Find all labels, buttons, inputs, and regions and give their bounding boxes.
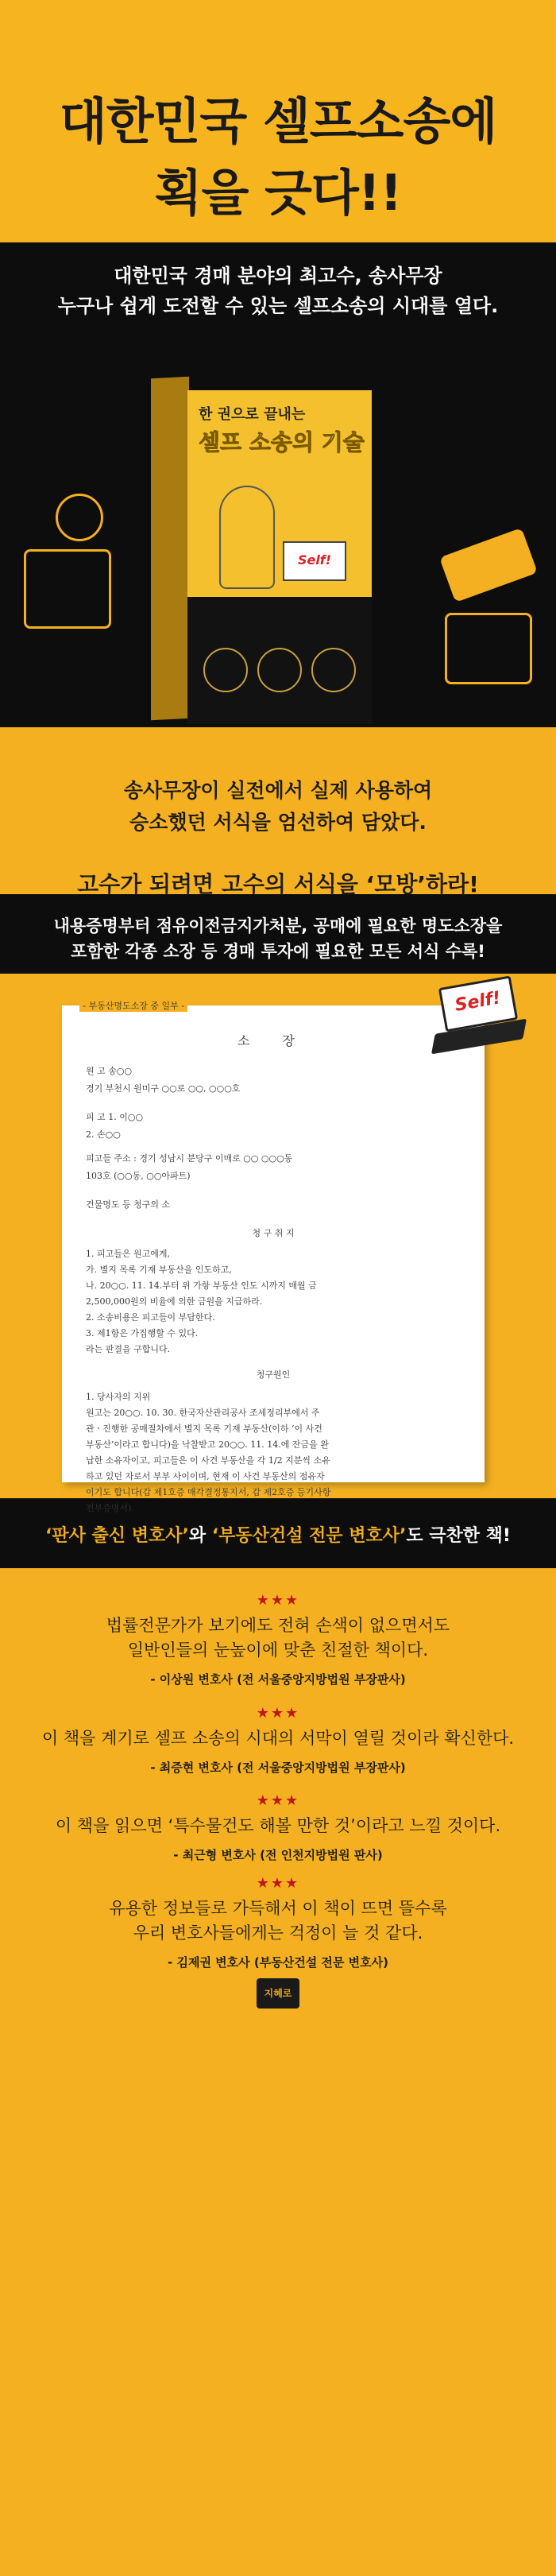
doc-line: 납한 소유자이고, 피고들은 이 사건 부동산을 각 1/2 지분씩 소유 (86, 1455, 330, 1466)
review-author: - 최근형 변호사 (전 인천지방법원 판사) (173, 1848, 383, 1862)
review-text (0, 1814, 556, 1838)
review-item (0, 1592, 556, 1687)
book-cover-dark-band (187, 597, 372, 724)
intro-line-1: 송사무장이 실전에서 실제 사용하여 (123, 779, 433, 802)
award-badge-icon (311, 648, 356, 692)
doc-line: 하고 있던 자로서 부부 사이이며, 현재 이 사건 부동산의 점유자 (86, 1471, 325, 1482)
rating-stars-icon: ★★★ (256, 1875, 300, 1892)
doc-line: 이기도 합니다(갑 제1호증 매각결정통지서, 갑 제2호증 등기사항 (86, 1487, 331, 1497)
book-spine (151, 377, 189, 721)
review-author: - 이상원 변호사 (전 서울중앙지방법원 부장판사) (150, 1672, 406, 1687)
scales-icon (56, 494, 103, 541)
award-badge-icon (203, 648, 248, 692)
doc-line: 나. 20○○. 11. 14.부터 위 가항 부동산 인도 시까지 매월 금 (86, 1280, 317, 1291)
review-text (0, 1896, 556, 1946)
doc-line: 2. 소송비용은 피고들이 부담한다. (86, 1312, 215, 1323)
headline-section (0, 0, 556, 242)
book-cover (187, 390, 372, 724)
book-laptop-illustration (283, 541, 346, 581)
review-line: 법률전문가가 보기에도 전혀 손색이 없으면서도 (106, 1616, 450, 1635)
book-small-title: 한 권으로 끝내는 (199, 406, 306, 423)
doc-line: 원고는 20○○. 10. 30. 한국자산관리공사 조세정리부에서 주 (86, 1408, 320, 1418)
doc-line: 피 고 1. 이○○ (86, 1112, 144, 1122)
rating-stars-icon: ★★★ (256, 1592, 300, 1609)
strip-line-1: 내용증명부터 점유이전금지가처분, 공매에 필요한 명도소장을 (53, 916, 503, 935)
doc-line: 라는 판결을 구합니다. (86, 1344, 171, 1354)
gavel-icon (439, 528, 538, 602)
intro-slogan: 고수가 되려면 고수의 서식을 ‘모방’하라! (77, 871, 479, 897)
review-line: 이 책을 읽으면 ‘특수물건도 해볼 만한 것’이라고 느낄 것이다. (55, 1816, 501, 1835)
claim-heading: 청 구 취 지 (252, 1228, 295, 1238)
doc-line: 부동산’이라고 합니다)을 낙찰받고 20○○. 11. 14.에 잔금을 완 (86, 1439, 329, 1450)
review-line: 우리 변호사들에게는 걱정이 늘 것 같다. (133, 1923, 423, 1943)
document-note: - 부동산명도소장 중 일부 - (79, 999, 187, 1012)
doc-line: 피고들 주소 : 경기 성남시 분당구 이매로 ○○ ○○○동 (86, 1153, 293, 1164)
rating-stars-icon: ★★★ (256, 1705, 300, 1722)
reviews-heading-highlight-2: ‘부동산건설 전문 변호사’ (211, 1526, 407, 1546)
reviews-section (0, 1568, 556, 2020)
doc-line: 1. 당사자의 지위 (86, 1392, 151, 1402)
doc-line: 원 고 송○○ (86, 1066, 133, 1076)
intro-line-2: 승소했던 서식을 엄선하여 담았다. (129, 811, 427, 834)
strip-line-2: 포함한 각종 소장 등 경매 투자에 필요한 모든 서식 수록! (71, 942, 485, 961)
doc-line: 2. 손○○ (86, 1129, 121, 1140)
doc-line: 3. 제1항은 가집행할 수 있다. (86, 1328, 199, 1338)
book-sticker: Self! (297, 552, 332, 567)
review-line: 일반인들의 눈높이에 맞춘 친절한 책이다. (127, 1641, 429, 1660)
laptop-icon (429, 974, 532, 1053)
book-main-title: 셀프 소송의 기술 (199, 429, 365, 455)
review-item (0, 1705, 556, 1776)
subheadline-line-1: 대한민국 경매 분야의 최고수, 송사무장 (114, 265, 442, 287)
review-line: 유용한 정보들로 가득해서 이 책이 뜨면 뜰수록 (109, 1899, 447, 1918)
reason-heading: 청구원인 (256, 1369, 291, 1380)
scales-of-justice-icon (24, 549, 111, 629)
doc-line: 가. 별지 목록 기재 부동산을 인도하고, (86, 1265, 232, 1275)
document-section (0, 974, 556, 1513)
review-author: - 김제권 변호사 (부동산건설 전문 변호사) (168, 1955, 388, 1970)
doc-line: 경기 부천시 원미구 ○○로 ○○, ○○○호 (86, 1083, 241, 1094)
review-item (0, 1792, 556, 1863)
law-books-icon (445, 613, 532, 684)
review-item (0, 1875, 556, 1970)
review-author: - 최증현 변호사 (전 서울중앙지방법원 부장판사) (150, 1761, 406, 1775)
document-paper (62, 1005, 485, 1513)
document-title: 소 장 (237, 1033, 309, 1048)
doc-line: 전부증명서). (86, 1503, 134, 1513)
doc-line: 2,500,000원의 비율에 의한 금원을 지급하라. (86, 1296, 263, 1307)
headline-title (0, 86, 556, 229)
rating-stars-icon: ★★★ (256, 1792, 300, 1809)
subheadline-line-2: 누구나 쉽게 도전할 수 있는 셀프소송의 시대를 열다. (57, 295, 499, 317)
subheadline-section (0, 242, 556, 343)
award-badge-icon (257, 648, 302, 692)
laptop-screen-text: Self! (453, 988, 503, 1016)
headline-line-2: 획을 긋다!! (154, 164, 402, 222)
review-text (0, 1613, 556, 1663)
reviews-heading-mid: 와 (188, 1526, 212, 1546)
publisher-logo: 지혜로 (257, 1978, 299, 2009)
doc-line: 103호 (○○동, ○○아파트) (86, 1171, 191, 1181)
intro-text (0, 727, 556, 839)
reviews-heading (0, 1498, 556, 1568)
book-section (0, 343, 556, 727)
doc-line: 건물명도 등 청구의 소 (86, 1199, 171, 1210)
lady-justice-illustration (219, 486, 275, 589)
reviews-heading-suffix: 도 극찬한 책! (406, 1526, 511, 1546)
review-text (0, 1726, 556, 1751)
intro-section (0, 727, 556, 897)
forms-strip (0, 894, 556, 974)
doc-line: 1. 피고들은 원고에게, (86, 1249, 170, 1259)
review-line: 이 책을 계기로 셀프 소송의 시대의 서막이 열릴 것이라 확신한다. (41, 1729, 515, 1748)
reviews-heading-highlight-1: ‘판사 출신 변호사’ (45, 1526, 189, 1546)
doc-line: 관ㆍ진행한 공매절차에서 별지 목록 기재 부동산(이하 ‘이 사건 (86, 1424, 322, 1434)
headline-line-1: 대한민국 셀프소송에 (59, 92, 497, 150)
